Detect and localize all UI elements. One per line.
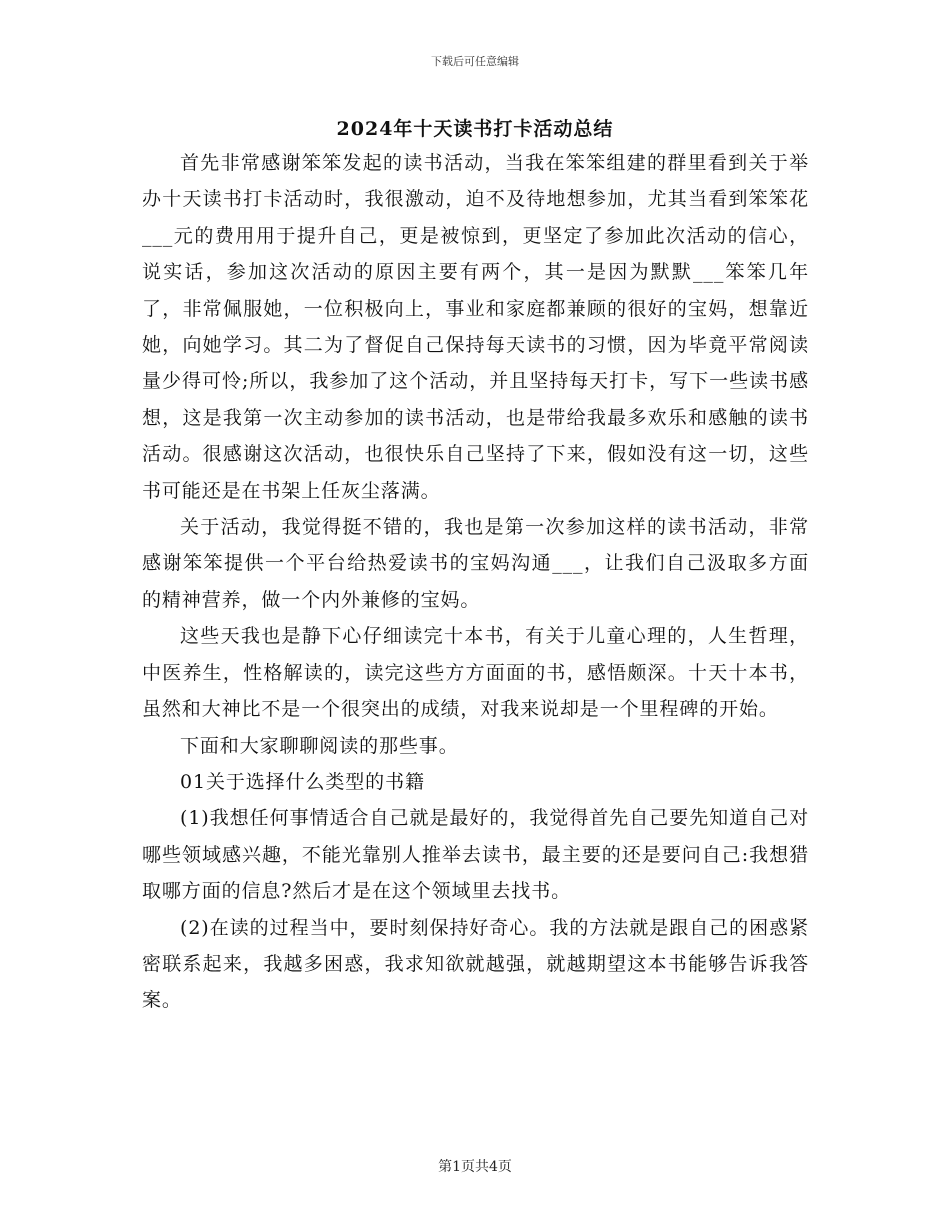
paragraph-point-2: (2)在读的过程当中，要时刻保持好奇心。我的方法就是跟自己的困惑紧密联系起来，我越多困惑，我求知欲就越强，就越期望这本书能够告诉我答案。 — [142, 916, 809, 1012]
paragraph-3: 这些天我也是静下心仔细读完十本书，有关于儿童心理的，人生哲理，中医养生，性格解读的，读完这些方方面面的书，感悟颇深。十天十本书，虽然和大神比不是一个很突出的成绩，对我来说却是一个里程碑的开始。 — [142, 625, 809, 721]
paragraph-1: 首先非常感谢笨笨发起的读书活动，当我在笨笨组建的群里看到关于举办十天读书打卡活动时，我很激动，迫不及待地想参加，尤其当看到笨笨花___元的费用用于提升自己，更是被惊到，更坚定了参加此次活动的信心，说实话，参加这次活动的原因主要有两个，其一是因为默默___笨笨几年了，非常佩服她，一位积极向上，事业和家庭都兼顾的很好的宝妈，想靠近她，向她学习。其二为了督促自己保持每天读书的习惯，因为毕竟平常阅读量少得可怜;所以，我参加了这个活动，并且坚持每天打卡，写下一些读书感想，这是我第一次主动参加的读书活动，也是带给我最多欢乐和感触的读书活动。很感谢这次活动，也很快乐自己坚持了下来，假如没有这一切，这些书可能还是在书架上任灰尘落满。 — [142, 152, 809, 502]
paragraph-4: 下面和大家聊聊阅读的那些事。 — [180, 734, 459, 757]
section-heading-01: 01关于选择什么类型的书籍 — [180, 770, 425, 793]
paragraph-point-1: (1)我想任何事情适合自己就是最好的，我觉得首先自己要先知道自己对哪些领域感兴趣，不能光靠别人推举去读书，最主要的还是要问自己:我想猎取哪方面的信息?然后才是在这个领域里去找书。 — [142, 807, 809, 903]
paragraph-2: 关于活动，我觉得挺不错的，我也是第一次参加这样的读书活动，非常感谢笨笨提供一个平台给热爱读书的宝妈沟通___，让我们自己汲取多方面的精神营养，做一个内外兼修的宝妈。 — [142, 516, 809, 611]
page-footer: 第1页共4页 — [438, 1159, 512, 1175]
document-title: 2024年十天读书打卡活动总结 — [336, 118, 614, 140]
document-body — [142, 145, 809, 1019]
header-note: 下载后可任意编辑 — [431, 55, 519, 68]
